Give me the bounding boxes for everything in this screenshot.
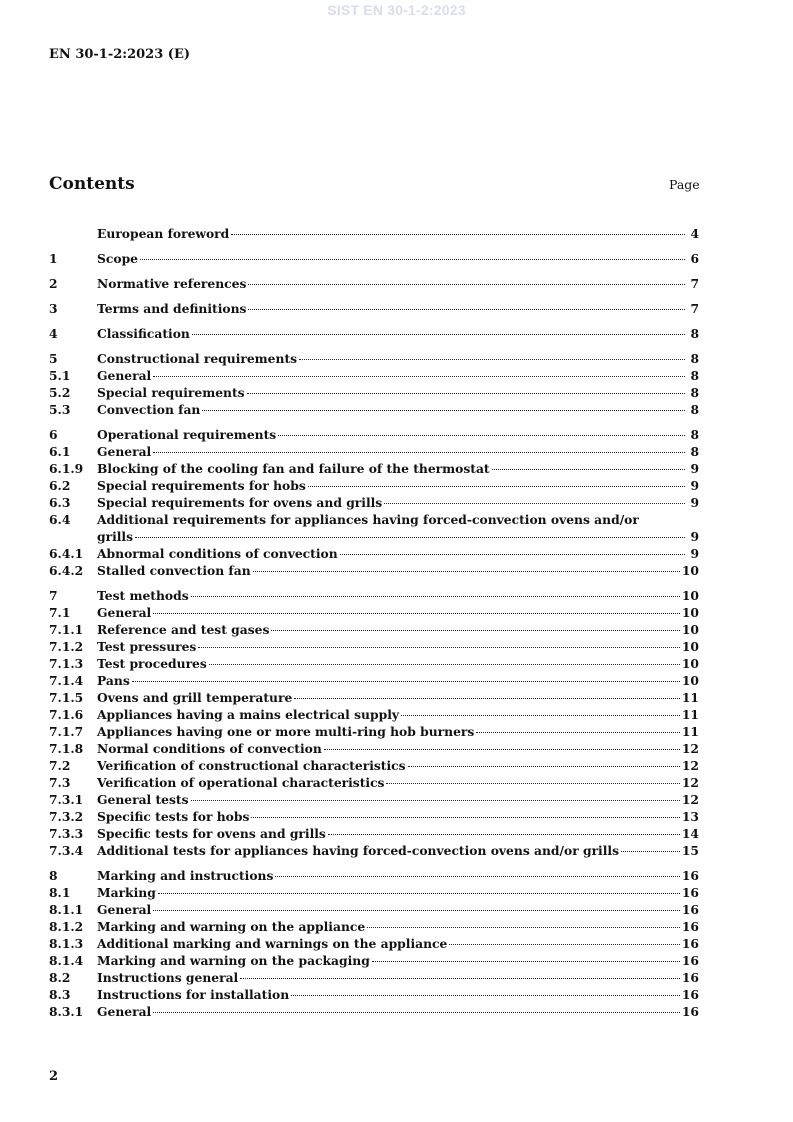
toc-entry-title: General bbox=[97, 902, 152, 917]
toc-entry-title: European foreword bbox=[97, 226, 230, 241]
toc-entry-title: Convection fan bbox=[97, 402, 201, 417]
toc-entry-page: 16 bbox=[681, 902, 699, 917]
toc-entry-title: Classification bbox=[97, 326, 190, 341]
table-of-contents bbox=[49, 225, 699, 1020]
toc-dot-leader bbox=[278, 434, 685, 436]
toc-entry-page: 8 bbox=[690, 351, 699, 366]
toc-dot-leader bbox=[153, 612, 680, 614]
toc-dot-leader bbox=[328, 833, 680, 835]
toc-dot-leader bbox=[132, 680, 680, 682]
toc-entry[interactable] bbox=[49, 562, 699, 579]
toc-dot-leader bbox=[251, 816, 679, 818]
toc-dot-leader bbox=[476, 731, 680, 733]
toc-entry[interactable] bbox=[49, 706, 699, 723]
toc-entry-number: 8.1.3 bbox=[49, 936, 84, 951]
toc-dot-leader bbox=[372, 960, 680, 962]
toc-entry-title: Normative references bbox=[97, 276, 247, 291]
toc-entry-page: 10 bbox=[681, 622, 699, 637]
toc-entry-page: 14 bbox=[681, 826, 699, 841]
toc-entry[interactable] bbox=[49, 825, 699, 842]
toc-entry-title: Marking and instructions bbox=[97, 868, 274, 883]
toc-entry-page: 11 bbox=[681, 690, 699, 705]
toc-entry[interactable] bbox=[49, 774, 699, 791]
toc-entry-number: 8.3 bbox=[49, 987, 71, 1002]
toc-entry-title: Blocking of the cooling fan and failure of the thermostat bbox=[97, 461, 490, 476]
toc-dot-leader bbox=[209, 663, 680, 665]
toc-entry-page: 8 bbox=[690, 385, 699, 400]
toc-entry[interactable] bbox=[49, 867, 699, 884]
toc-entry-number: 6.4.1 bbox=[49, 546, 84, 561]
toc-entry-title: Specific tests for ovens and grills bbox=[97, 826, 326, 841]
toc-entry-number: 6.4 bbox=[49, 512, 71, 527]
toc-entry-page: 16 bbox=[681, 936, 699, 951]
toc-entry-number: 7.1 bbox=[49, 605, 71, 620]
toc-dot-leader bbox=[621, 850, 680, 852]
toc-entry-page: 16 bbox=[681, 987, 699, 1002]
toc-entry[interactable] bbox=[49, 604, 699, 621]
toc-entry-page: 12 bbox=[681, 741, 699, 756]
toc-entry-page: 10 bbox=[681, 656, 699, 671]
toc-entry-number: 8.2 bbox=[49, 970, 71, 985]
toc-entry-title: Appliances having one or more multi-ring hob burners bbox=[97, 724, 475, 739]
toc-entry-title: General bbox=[97, 444, 152, 459]
toc-entry-number: 7.3.3 bbox=[49, 826, 84, 841]
toc-entry-page: 10 bbox=[681, 563, 699, 578]
toc-dot-leader bbox=[153, 451, 685, 453]
toc-entry-page: 16 bbox=[681, 919, 699, 934]
toc-entry[interactable] bbox=[49, 528, 699, 545]
toc-entry-title: General bbox=[97, 368, 152, 383]
toc-entry[interactable] bbox=[49, 952, 699, 969]
toc-entry-title: General bbox=[97, 605, 152, 620]
toc-entry-title: Terms and definitions bbox=[97, 301, 247, 316]
toc-entry-title: Marking and warning on the packaging bbox=[97, 953, 370, 968]
toc-dot-leader bbox=[324, 748, 680, 750]
toc-entry-page: 9 bbox=[690, 495, 699, 510]
toc-entry[interactable] bbox=[49, 791, 699, 808]
toc-entry-title: Test procedures bbox=[97, 656, 207, 671]
toc-entry[interactable] bbox=[49, 460, 699, 477]
toc-entry-title: Marking and warning on the appliance bbox=[97, 919, 366, 934]
toc-entry-title: Operational requirements bbox=[97, 427, 277, 442]
toc-entry[interactable] bbox=[49, 740, 699, 757]
toc-dot-leader bbox=[231, 233, 685, 235]
toc-entry-number: 1 bbox=[49, 251, 58, 266]
toc-entry-title: Verification of constructional characteristics bbox=[97, 758, 406, 773]
toc-entry[interactable] bbox=[49, 587, 699, 604]
toc-entry-number: 5.3 bbox=[49, 402, 71, 417]
watermark: SIST EN 30-1-2:2023 bbox=[327, 2, 466, 18]
toc-dot-leader bbox=[291, 994, 680, 996]
toc-entry[interactable] bbox=[49, 969, 699, 986]
toc-entry[interactable] bbox=[49, 918, 699, 935]
toc-entry-number: 6.4.2 bbox=[49, 563, 84, 578]
toc-entry-number: 2 bbox=[49, 276, 58, 291]
toc-entry[interactable] bbox=[49, 986, 699, 1003]
toc-entry-number: 7.1.3 bbox=[49, 656, 84, 671]
toc-entry-title: grills bbox=[97, 529, 134, 544]
toc-entry-number: 7.1.7 bbox=[49, 724, 84, 739]
toc-entry-title: General bbox=[97, 1004, 152, 1019]
toc-dot-leader bbox=[492, 468, 685, 470]
toc-entry-title: Additional requirements for appliances having forced-convection ovens and/or bbox=[97, 512, 639, 527]
toc-dot-leader bbox=[294, 697, 680, 699]
toc-entry-page: 8 bbox=[690, 326, 699, 341]
toc-entry-number: 7.1.4 bbox=[49, 673, 84, 688]
toc-entry-number: 3 bbox=[49, 301, 58, 316]
toc-entry-number: 7 bbox=[49, 588, 58, 603]
toc-dot-leader bbox=[248, 283, 685, 285]
toc-entry-number: 8.1.4 bbox=[49, 953, 84, 968]
toc-dot-leader bbox=[153, 375, 685, 377]
toc-entry[interactable] bbox=[49, 672, 699, 689]
toc-entry-title: Stalled convection fan bbox=[97, 563, 251, 578]
toc-dot-leader bbox=[140, 258, 685, 260]
toc-dot-leader bbox=[253, 570, 680, 572]
toc-dot-leader bbox=[191, 799, 680, 801]
toc-dot-leader bbox=[248, 308, 685, 310]
page-number: 2 bbox=[49, 1069, 59, 1084]
toc-entry-page: 16 bbox=[681, 970, 699, 985]
toc-dot-leader bbox=[192, 333, 685, 335]
toc-dot-leader bbox=[202, 409, 685, 411]
toc-entry[interactable] bbox=[49, 842, 699, 859]
toc-entry-page: 8 bbox=[690, 368, 699, 383]
toc-entry-title: Marking bbox=[97, 885, 156, 900]
toc-entry[interactable] bbox=[49, 350, 699, 367]
toc-entry[interactable] bbox=[49, 477, 699, 494]
toc-entry[interactable] bbox=[49, 689, 699, 706]
page-column-label: Page bbox=[669, 177, 700, 192]
toc-entry-number: 7.3 bbox=[49, 775, 71, 790]
toc-dot-leader bbox=[153, 909, 680, 911]
toc-dot-leader bbox=[271, 629, 679, 631]
toc-entry-number: 6.1 bbox=[49, 444, 71, 459]
toc-dot-leader bbox=[275, 875, 679, 877]
toc-dot-leader bbox=[308, 485, 685, 487]
toc-entry[interactable] bbox=[49, 275, 699, 292]
toc-entry[interactable] bbox=[49, 545, 699, 562]
toc-dot-leader bbox=[386, 782, 679, 784]
toc-entry[interactable] bbox=[49, 655, 699, 672]
toc-entry[interactable] bbox=[49, 443, 699, 460]
toc-dot-leader bbox=[135, 536, 685, 538]
toc-entry[interactable] bbox=[49, 426, 699, 443]
toc-entry-page: 9 bbox=[690, 461, 699, 476]
toc-entry[interactable] bbox=[49, 367, 699, 384]
toc-dot-leader bbox=[384, 502, 685, 504]
toc-dot-leader bbox=[153, 1011, 680, 1013]
toc-entry-page: 16 bbox=[681, 1004, 699, 1019]
toc-entry-number: 7.1.6 bbox=[49, 707, 84, 722]
toc-entry-page: 9 bbox=[690, 546, 699, 561]
toc-entry-page: 12 bbox=[681, 758, 699, 773]
toc-entry-title: Test methods bbox=[97, 588, 189, 603]
toc-entry-page: 7 bbox=[690, 301, 699, 316]
toc-entry[interactable] bbox=[49, 325, 699, 342]
toc-entry-number: 6.2 bbox=[49, 478, 71, 493]
toc-entry-page: 15 bbox=[681, 843, 699, 858]
toc-entry-page: 6 bbox=[690, 251, 699, 266]
toc-entry-title: Reference and test gases bbox=[97, 622, 270, 637]
toc-dot-leader bbox=[401, 714, 680, 716]
toc-entry-page: 12 bbox=[681, 775, 699, 790]
toc-entry-page: 9 bbox=[690, 478, 699, 493]
toc-dot-leader bbox=[408, 765, 680, 767]
toc-entry-number: 6 bbox=[49, 427, 58, 442]
toc-entry-number: 7.1.5 bbox=[49, 690, 84, 705]
toc-entry[interactable] bbox=[49, 494, 699, 511]
toc-entry-page: 12 bbox=[681, 792, 699, 807]
toc-entry[interactable] bbox=[49, 757, 699, 774]
toc-entry-number: 7.3.1 bbox=[49, 792, 84, 807]
toc-entry-title: Instructions for installation bbox=[97, 987, 290, 1002]
toc-entry-number: 6.1.9 bbox=[49, 461, 84, 476]
toc-entry-title: Pans bbox=[97, 673, 130, 688]
toc-entry-title: Normal conditions of convection bbox=[97, 741, 322, 756]
toc-entry-title: Appliances having a mains electrical supply bbox=[97, 707, 400, 722]
toc-dot-leader bbox=[247, 392, 685, 394]
toc-dot-leader bbox=[158, 892, 680, 894]
toc-entry[interactable] bbox=[49, 808, 699, 825]
toc-entry-page: 9 bbox=[690, 529, 699, 544]
toc-entry-page: 4 bbox=[690, 226, 699, 241]
toc-entry[interactable] bbox=[49, 884, 699, 901]
toc-entry-page: 8 bbox=[690, 427, 699, 442]
toc-entry[interactable] bbox=[49, 935, 699, 952]
toc-entry-page: 7 bbox=[690, 276, 699, 291]
toc-entry-number: 7.1.8 bbox=[49, 741, 84, 756]
toc-entry-number: 8.1.1 bbox=[49, 902, 84, 917]
toc-entry-page: 16 bbox=[681, 868, 699, 883]
toc-entry-number: 7.2 bbox=[49, 758, 71, 773]
toc-entry-title: Special requirements for ovens and grills bbox=[97, 495, 383, 510]
toc-entry-title: Specific tests for hobs bbox=[97, 809, 250, 824]
toc-entry-title: Constructional requirements bbox=[97, 351, 298, 366]
toc-entry[interactable] bbox=[49, 723, 699, 740]
contents-title: Contents bbox=[49, 174, 135, 194]
toc-entry-title: Instructions general bbox=[97, 970, 239, 985]
toc-entry-page: 13 bbox=[681, 809, 699, 824]
toc-entry-number: 5.1 bbox=[49, 368, 71, 383]
toc-entry-number: 8.3.1 bbox=[49, 1004, 84, 1019]
toc-entry-number: 7.1.2 bbox=[49, 639, 84, 654]
toc-entry[interactable] bbox=[49, 401, 699, 418]
toc-entry-title: Special requirements bbox=[97, 385, 245, 400]
toc-entry-title: Additional marking and warnings on the appliance bbox=[97, 936, 448, 951]
toc-entry-number: 5.2 bbox=[49, 385, 71, 400]
toc-entry[interactable] bbox=[49, 511, 699, 528]
toc-entry[interactable] bbox=[49, 1003, 699, 1020]
toc-entry[interactable] bbox=[49, 300, 699, 317]
toc-dot-leader bbox=[449, 943, 680, 945]
toc-entry-title: Additional tests for appliances having forced-convection ovens and/or grills bbox=[97, 843, 619, 858]
toc-entry[interactable] bbox=[49, 638, 699, 655]
toc-entry-page: 16 bbox=[681, 953, 699, 968]
toc-dot-leader bbox=[198, 646, 680, 648]
toc-entry-number: 4 bbox=[49, 326, 58, 341]
toc-entry-title: Abnormal conditions of convection bbox=[97, 546, 338, 561]
toc-entry[interactable] bbox=[49, 250, 699, 267]
toc-entry-page: 10 bbox=[681, 673, 699, 688]
toc-entry-title: Special requirements for hobs bbox=[97, 478, 306, 493]
toc-entry[interactable] bbox=[49, 384, 699, 401]
toc-dot-leader bbox=[340, 553, 685, 555]
toc-entry-number: 8.1 bbox=[49, 885, 71, 900]
toc-entry-page: 11 bbox=[681, 707, 699, 722]
toc-entry[interactable] bbox=[49, 621, 699, 638]
toc-entry-number: 7.3.4 bbox=[49, 843, 84, 858]
toc-entry-number: 8 bbox=[49, 868, 58, 883]
toc-entry-number: 7.1.1 bbox=[49, 622, 84, 637]
toc-entry-number: 8.1.2 bbox=[49, 919, 84, 934]
toc-entry-number: 6.3 bbox=[49, 495, 71, 510]
toc-entry-number: 7.3.2 bbox=[49, 809, 84, 824]
toc-dot-leader bbox=[191, 595, 680, 597]
toc-entry[interactable] bbox=[49, 225, 699, 242]
toc-entry-page: 8 bbox=[690, 444, 699, 459]
toc-entry-page: 10 bbox=[681, 588, 699, 603]
toc-entry-page: 10 bbox=[681, 639, 699, 654]
toc-entry-page: 8 bbox=[690, 402, 699, 417]
toc-entry-title: Scope bbox=[97, 251, 138, 266]
toc-dot-leader bbox=[299, 358, 685, 360]
toc-dot-leader bbox=[240, 977, 680, 979]
toc-entry-title: Verification of operational characteristics bbox=[97, 775, 385, 790]
toc-entry-title: General tests bbox=[97, 792, 189, 807]
toc-entry[interactable] bbox=[49, 901, 699, 918]
toc-dot-leader bbox=[367, 926, 680, 928]
toc-entry-page: 11 bbox=[681, 724, 699, 739]
toc-entry-number: 5 bbox=[49, 351, 58, 366]
toc-entry-page: 16 bbox=[681, 885, 699, 900]
toc-entry-title: Test pressures bbox=[97, 639, 197, 654]
toc-entry-page: 10 bbox=[681, 605, 699, 620]
toc-entry-title: Ovens and grill temperature bbox=[97, 690, 293, 705]
document-id: EN 30-1-2:2023 (E) bbox=[49, 47, 191, 62]
